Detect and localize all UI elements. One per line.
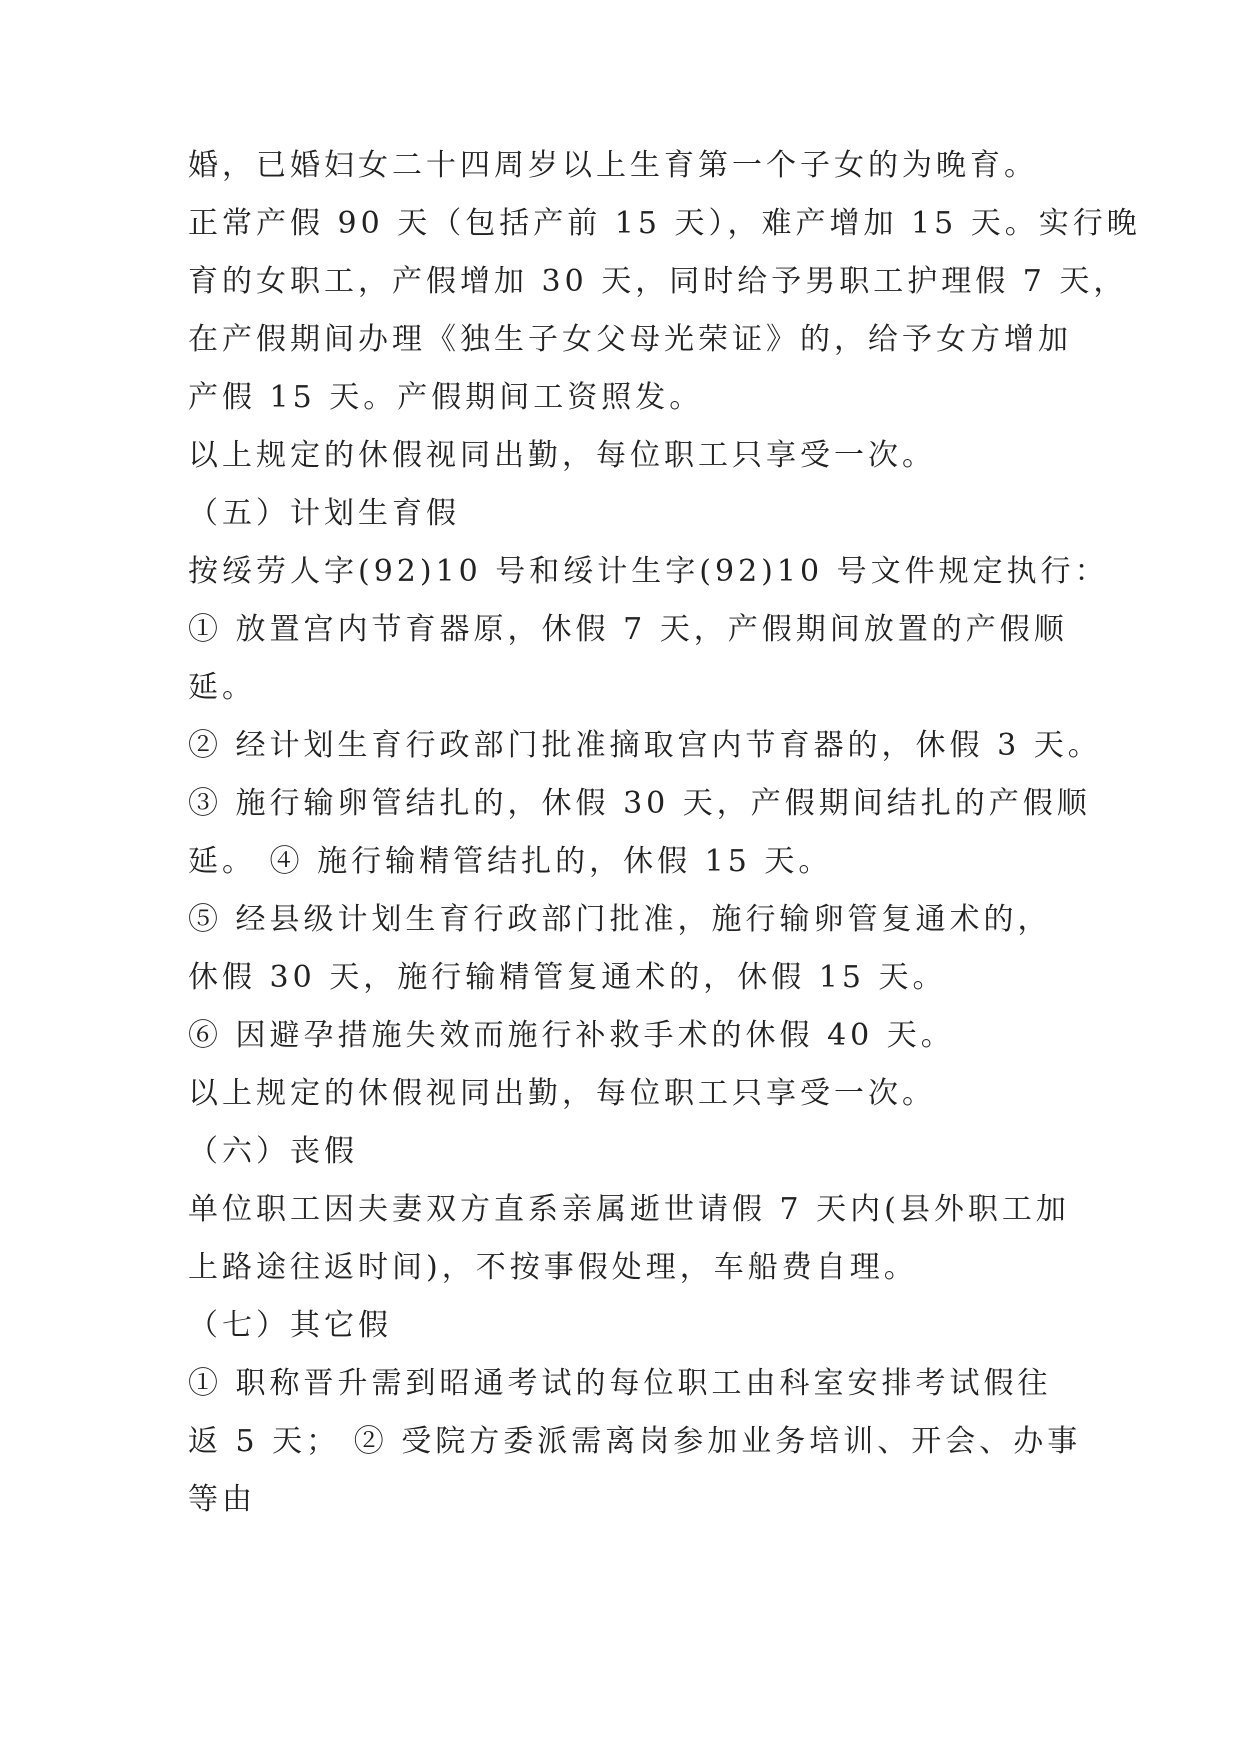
section-heading: （五）计划生育假 — [188, 496, 460, 531]
text-line: 婚，已婚妇女二十四周岁以上生育第一个子女的为晚育。 — [188, 148, 1038, 183]
text-line: 正常产假 90 天（包括产前 15 天），难产增加 15 天。实行晚 — [188, 206, 1141, 241]
list-item: ② 经计划生育行政部门批准摘取宫内节育器的，休假 3 天。 — [188, 728, 1102, 763]
section-heading: （七）其它假 — [188, 1308, 392, 1343]
text-line: 育的女职工，产假增加 30 天，同时给予男职工护理假 7 天， — [188, 264, 1128, 299]
text-line: 产假 15 天。产假期间工资照发。 — [188, 380, 704, 415]
text-line: 延。 ④ 施行输精管结扎的，休假 15 天。 — [188, 844, 833, 879]
list-item: ⑥ 因避孕措施失效而施行补救手术的休假 40 天。 — [188, 1018, 955, 1053]
text-line: 以上规定的休假视同出勤，每位职工只享受一次。 — [188, 1076, 936, 1111]
text-line: 按绥劳人字(92)10 号和绥计生字(92)10 号文件规定执行： — [188, 554, 1109, 589]
text-line: 以上规定的休假视同出勤，每位职工只享受一次。 — [188, 438, 936, 473]
list-item: ① 放置宫内节育器原，休假 7 天，产假期间放置的产假顺 — [188, 612, 1068, 647]
text-line: 在产假期间办理《独生子女父母光荣证》的，给予女方增加 — [188, 322, 1072, 357]
section-heading: （六）丧假 — [188, 1134, 358, 1169]
list-item: ⑤ 经县级计划生育行政部门批准，施行输卵管复通术的， — [188, 902, 1052, 937]
list-item: ① 职称晋升需到昭通考试的每位职工由科室安排考试假往 — [188, 1366, 1052, 1401]
list-item: ③ 施行输卵管结扎的，休假 30 天，产假期间结扎的产假顺 — [188, 786, 1091, 821]
text-line: 上路途往返时间)，不按事假处理，车船费自理。 — [188, 1250, 918, 1285]
text-line: 单位职工因夫妻双方直系亲属逝世请假 7 天内(县外职工加 — [188, 1192, 1070, 1227]
text-line: 休假 30 天，施行输精管复通术的，休假 15 天。 — [188, 960, 947, 995]
text-line: 延。 — [188, 670, 256, 705]
text-line: 返 5 天； ② 受院方委派需离岗参加业务培训、开会、办事 — [188, 1424, 1082, 1459]
text-line: 等由 — [188, 1482, 256, 1517]
